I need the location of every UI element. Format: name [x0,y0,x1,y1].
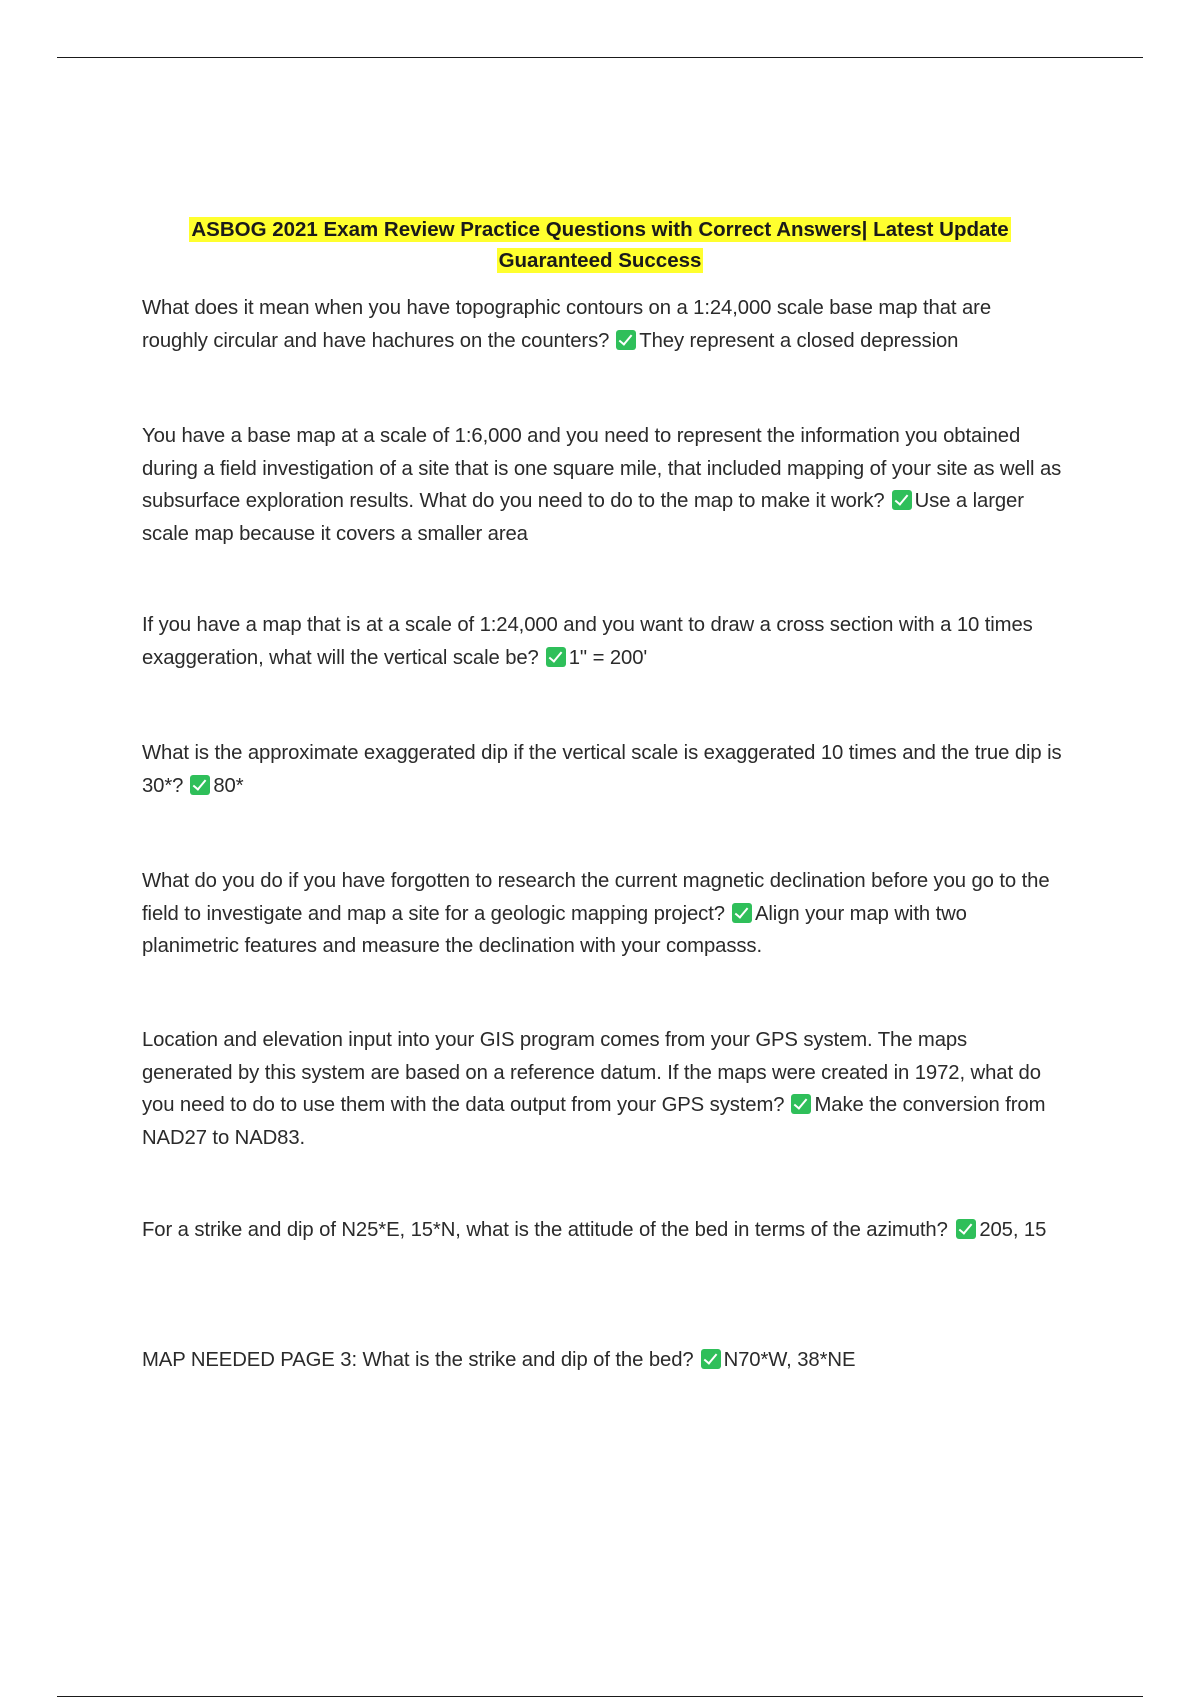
document-title [140,214,1060,276]
question-text: MAP NEEDED PAGE 3: What is the strike and dip of the bed? [142,1349,694,1371]
question-text: For a strike and dip of N25*E, 15*N, what is the attitude of the bed in terms of the azimuth? [142,1219,948,1241]
answer-text: N70*W, 38*NE [723,1349,856,1371]
qa-item-1 [142,292,1062,357]
check-mark-icon [956,1219,976,1239]
check-mark-icon [892,490,912,510]
check-mark-icon [190,775,210,795]
title-line-2: Guaranteed Success [498,249,702,272]
qa-item-8 [142,1344,1062,1377]
qa-item-4 [142,737,1062,802]
title-line-1: ASBOG 2021 Exam Review Practice Questions with Correct Answers| Latest Update [191,218,1009,241]
check-mark-icon [616,330,636,350]
qa-item-6 [142,1024,1062,1154]
check-mark-icon [791,1094,811,1114]
qa-item-3 [142,609,1062,674]
question-text: What do you do if you have forgotten to research the current magnetic declination before you go to the field to investigate and map a site for a geologic mapping project? [142,870,1050,925]
question-text: Location and elevation input into your GIS program comes from your GPS system. The maps generated by this system are based on a reference datum. If the maps were created in 1972, what do you need to do to use them with the data output from your GPS system? [142,1029,1041,1116]
answer-text: Use a larger scale map because it covers a smaller area [142,490,1024,545]
check-mark-icon [732,903,752,923]
answer-text: They represent a closed depression [639,329,959,352]
answer-text: 1" = 200' [568,646,648,669]
answer-text: 80* [213,774,244,797]
check-mark-icon [701,1349,721,1369]
qa-item-2 [142,420,1062,550]
answer-text: 205, 15 [979,1219,1047,1241]
question-text: If you have a map that is at a scale of 1:24,000 and you want to draw a cross section with a 10 times exaggeration, what will the vertical scale be? [142,614,1033,669]
top-rule [57,57,1143,58]
bottom-rule [57,1696,1143,1697]
question-text: What is the approximate exaggerated dip if the vertical scale is exaggerated 10 times and the true dip is 30*? [142,742,1062,797]
question-text: What does it mean when you have topographic contours on a 1:24,000 scale base map that are roughly circular and have hachures on the counters? [142,297,991,352]
qa-item-5 [142,865,1062,963]
check-mark-icon [546,647,566,667]
question-text: You have a base map at a scale of 1:6,000 and you need to represent the information you obtained during a field investigation of a site that is one square mile, that included mapping of your site as well as subsurface exploration results. What do you need to do to the map to make it work? [142,425,1062,512]
answer-text: Make the conversion from NAD27 to NAD83. [142,1094,1046,1149]
answer-text: Align your map with two planimetric features and measure the declination with your compasss. [142,902,967,957]
qa-item-7 [142,1214,1062,1247]
